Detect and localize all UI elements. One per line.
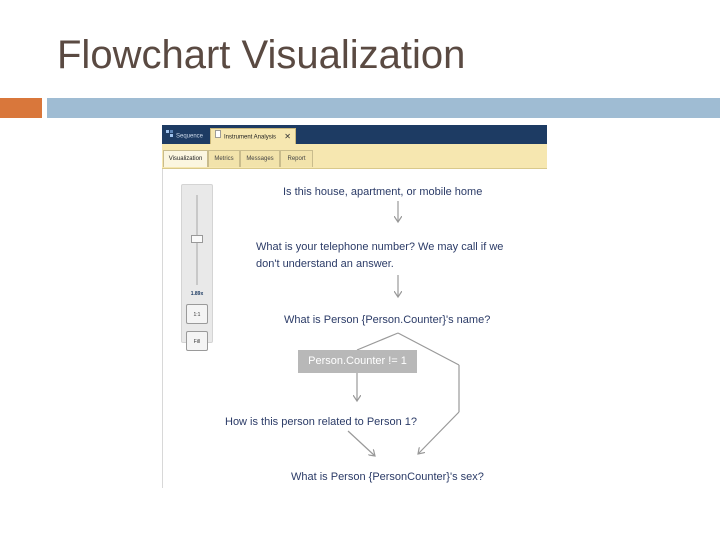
app-titlebar xyxy=(162,125,547,144)
tab-messages[interactable]: Messages xyxy=(240,150,280,167)
view-tabs-bar xyxy=(162,144,547,169)
tab-instrument-analysis-label: Instrument Analysis xyxy=(224,134,277,141)
flowchart-condition[interactable]: Person.Counter != 1 xyxy=(298,350,417,373)
flowchart-node-telephone-cont[interactable]: don't understand an answer. xyxy=(256,258,394,270)
tab-report[interactable]: Report xyxy=(280,150,313,167)
flowchart xyxy=(163,169,547,488)
accent-bar xyxy=(47,98,720,118)
accent-square xyxy=(0,98,42,118)
visualization-canvas[interactable] xyxy=(162,169,547,488)
zoom-actual-size-button[interactable]: 1:1 xyxy=(186,304,208,324)
flowchart-node-telephone[interactable]: What is your telephone number? We may call if we xyxy=(256,241,504,253)
document-icon xyxy=(215,129,221,145)
tab-sequence[interactable] xyxy=(163,128,210,144)
zoom-level: 1.89x xyxy=(190,291,204,297)
zoom-fill-button[interactable]: Fill xyxy=(186,331,208,351)
flowchart-node-person-name[interactable]: What is Person {Person.Counter}'s name? xyxy=(284,314,491,326)
tab-visualization[interactable]: Visualization xyxy=(163,150,208,167)
app-screenshot xyxy=(162,125,547,488)
flowchart-node-person-sex[interactable]: What is Person {PersonCounter}'s sex? xyxy=(291,471,484,483)
tab-instrument-analysis[interactable] xyxy=(210,128,296,144)
slide-title: Flowchart Visualization xyxy=(57,33,466,77)
flowchart-node-relationship[interactable]: How is this person related to Person 1? xyxy=(225,416,417,428)
flowchart-node-housing-type[interactable]: Is this house, apartment, or mobile home xyxy=(283,186,483,198)
close-icon[interactable]: ✕ xyxy=(284,132,291,141)
tab-metrics[interactable]: Metrics xyxy=(208,150,240,167)
tab-sequence-label: Sequence xyxy=(176,133,204,140)
sequence-icon xyxy=(166,128,173,144)
